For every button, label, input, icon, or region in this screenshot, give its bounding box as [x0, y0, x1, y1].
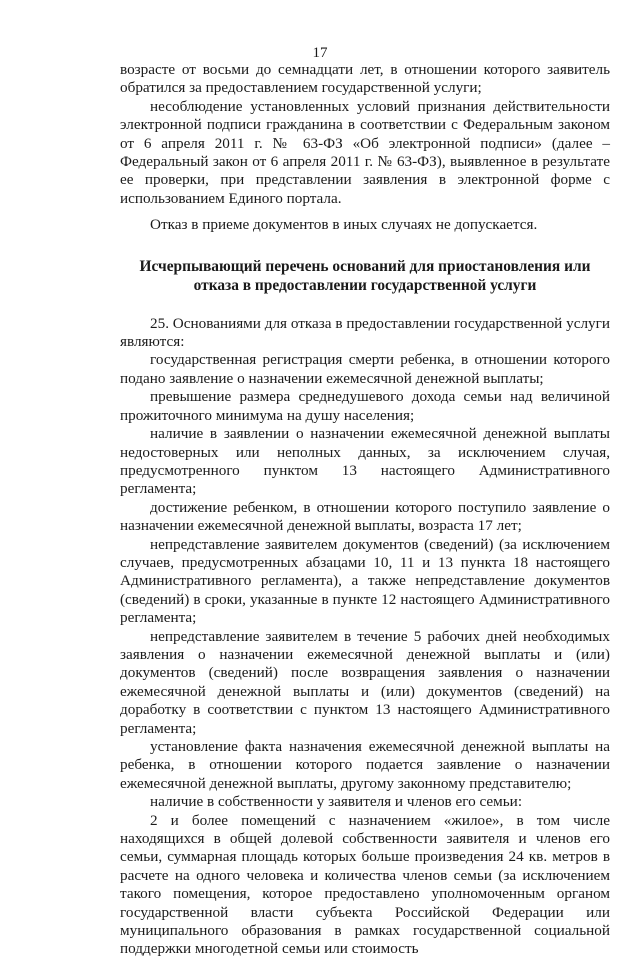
- paragraph-list-item: достижение ребенком, в отношении которого поступило заявление о назначении ежемесячной денежной выплаты, возраста 17 лет;: [120, 498, 610, 535]
- paragraph-list-item: непредставление заявителем в течение 5 рабочих дней необходимых заявления о назначении ежемесячной денежной выплаты и (или) документов (сведений) после возвращения заявления о назначении ежемесячной денежной выплаты и (или) документов (сведений) на доработку в соответствии с пунктом 13 настоящего Административного регламента;: [120, 627, 610, 737]
- paragraph-list-item: наличие в собственности у заявителя и членов его семьи:: [150, 793, 523, 811]
- paragraph-signature-condition: несоблюдение установленных условий признания действительности электронной подписи гражданина в соответствии с Федеральным законом от 6 апреля 2011 г. № 63-ФЗ «Об электронной подписи» (далее – Федеральный закон от 6 апреля 2011 г. № 63-ФЗ), выявленное в результате ее проверки, при представлении заявления в электронной форме с использованием Единого портала.: [120, 97, 610, 207]
- paragraph-refusal-other-cases: Отказ в приеме документов в иных случаях не допускается.: [150, 216, 538, 234]
- paragraph-list-item: установление факта назначения ежемесячной денежной выплаты на ребенка, в отношении которого подается заявление о назначении ежемесячной денежной выплаты, другому законному представителю;: [120, 738, 610, 792]
- paragraph-list-item: непредставление заявителем документов (сведений) (за исключением случаев, предусмотренных абзацами 10, 11 и 13 пункта 18 настоящего Административного регламента), а также непредставление документов (сведений) в сроки, указанные в пункте 12 настоящего Административного регламента;: [120, 535, 610, 627]
- section-heading-line-2: отказа в предоставлении государственной услуги: [193, 276, 537, 294]
- paragraph-continuation: возрасте от восьми до семнадцати лет, в отношении которого заявитель обратился за предоставлением государственной услуги;: [120, 61, 610, 97]
- paragraph-list-item: 2 и более помещений с назначением «жилое», в том числе находящихся в общей долевой собственности заявителя и членов его семьи, суммарная площадь которых больше произведения 24 кв. метров в расчете на одного человека и количества членов семьи (за исключением такого помещения, которое предоставлено уполномоченным органом государственной власти субъекта Российской Федерации или муниципального образования в рамках государственной социальной поддержки многодетной семьи или стоимость: [120, 811, 610, 958]
- page-number: 17: [312, 45, 328, 61]
- paragraph-item-25: 25. Основаниями для отказа в предоставлении государственной услуги являются:: [120, 314, 610, 351]
- section-heading-line-1: Исчерпывающий перечень оснований для приостановления или: [139, 257, 591, 275]
- paragraph-list-item: наличие в заявлении о назначении ежемесячной денежной выплаты недостоверных или неполных данных, за исключением случая, предусмотренного пунктом 13 настоящего Административного регламента;: [120, 425, 610, 498]
- paragraph-list-item: государственная регистрация смерти ребенка, в отношении которого подано заявление о назначении ежемесячной денежной выплаты;: [120, 351, 610, 387]
- page-content: [120, 61, 610, 959]
- section-heading: [120, 257, 610, 295]
- paragraph-list-item: превышение размера среднедушевого дохода семьи над величиной прожиточного минимума на душу населения;: [120, 388, 610, 424]
